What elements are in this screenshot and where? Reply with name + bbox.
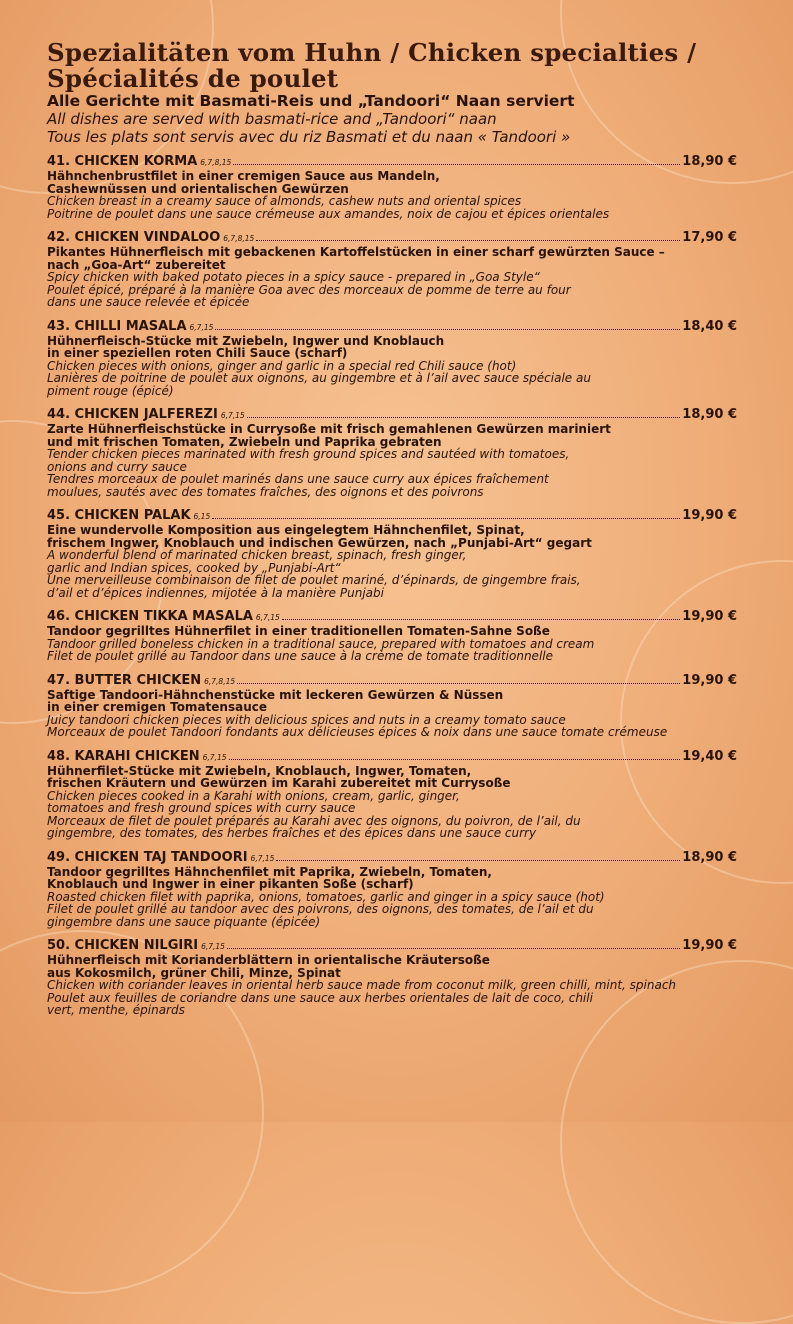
menu-item-allergens: 6,7,8,15 <box>200 158 232 167</box>
menu-item-name: 43. CHILLI MASALA <box>47 318 187 334</box>
subtitle-de: Alle Gerichte mit Basmati-Reis und „Tandoori“ Naan serviert <box>47 92 575 110</box>
menu-item <box>47 749 737 840</box>
menu-item-description-en: Tender chicken pieces marinated with fresh ground spices and sautéed with tomatoes, onions and curry sauce <box>47 447 570 474</box>
menu-item-description-en: A wonderful blend of marinated chicken breast, spinach, fresh ginger, garlic and Indian spices, cooked by „Punjabi-Art“ <box>47 548 467 575</box>
menu-item-description-fr: Morceaux de poulet Tandoori fondants aux délicieuses épices & noix dans une sauce tomate crémeuse <box>47 725 668 739</box>
menu-item-name: 45. CHICKEN PALAK <box>47 508 191 523</box>
menu-item-description-fr: Filet de poulet grillé au tandoor avec des poivrons, des oignons, des tomates, de l’ail et du gingembre dans une sauce piquante (épicée) <box>47 902 594 929</box>
menu-item-description-fr: Filet de poulet grillé au Tandoor dans une sauce à la crème de tomate traditionnelle <box>47 649 553 663</box>
menu-item-allergens: 6,7,15 <box>220 411 245 420</box>
menu-item-name: 44. CHICKEN JALFEREZI <box>47 407 218 422</box>
menu-item-price: 19,90 € <box>682 609 737 624</box>
menu-item-name: 46. CHICKEN TIKKA MASALA <box>47 609 253 624</box>
menu-item-header <box>47 319 737 335</box>
menu-item-name: 41. CHICKEN KORMA <box>47 154 198 169</box>
menu-item-description-de: Tandoor gegrilltes Hähnchenfilet mit Paprika, Zwiebeln, Tomaten, Knoblauch und Ingwer in einer pikanten Soße (scharf) <box>47 864 492 891</box>
menu-item-description-de: Hühnerfleisch mit Korianderblättern in orientalische Kräutersoße aus Kokosmilch, grüner Chili, Minze, Spinat <box>47 953 490 980</box>
menu-item-allergens: 6,7,8,15 <box>223 234 255 243</box>
subtitle-en: All dishes are served with basmati-rice and „Tandoori“ naan <box>47 110 497 128</box>
menu-item <box>47 938 737 1017</box>
menu-item-price: 18,90 € <box>682 849 737 865</box>
page-title: Spezialitäten vom Huhn / Chicken specialties / Spécialités de poulet <box>47 38 697 93</box>
menu-item-description-de: Hühnerfleisch-Stücke mit Zwiebeln, Ingwer und Knoblauch in einer speziellen roten Chili Sauce (scharf) <box>47 333 445 360</box>
menu-item-description-en: Roasted chicken filet with paprika, onions, tomatoes, garlic and ginger in a spicy sauce (hot) <box>47 889 605 904</box>
menu-item-price: 18,40 € <box>682 318 737 334</box>
menu-item-description-en: Chicken pieces with onions, ginger and garlic in a special red Chili sauce (hot) <box>47 358 517 373</box>
dot-leader <box>233 164 680 165</box>
menu-item-header <box>47 154 737 170</box>
menu-page <box>47 40 737 1027</box>
menu-item-description-fr: Morceaux de filet de poulet préparés au Karahi avec des oignons, du poivron, de l’ail, du gingembre, des tomates, des herbes fraîches et des épices dans une sauce curry <box>47 813 581 840</box>
menu-item-description-de: Zarte Hühnerfleischstücke in Currysoße mit frisch gemahlenen Gewürzen mariniert und mit frischen Tomaten, Zwiebeln und Paprika gebraten <box>47 422 611 449</box>
menu-item-description-fr: Poitrine de poulet dans une sauce crémeuse aux amandes, noix de cajou et épices orientales <box>47 206 610 221</box>
menu-item-allergens: 6,7,15 <box>201 942 225 951</box>
menu-item-header <box>47 850 737 866</box>
menu-item-allergens: 6,7,15 <box>189 322 214 332</box>
menu-item-allergens: 6,7,15 <box>250 853 275 863</box>
menu-item-header <box>47 749 737 765</box>
dot-leader <box>212 518 680 519</box>
menu-item-description-fr: Une merveilleuse combinaison de filet de poulet mariné, d’épinards, de gingembre frais, d’ail et d’épices indiennes, mijotée à la manière Punjabi <box>47 573 581 600</box>
menu-item-allergens: 6,15 <box>193 512 211 521</box>
menu-item-name: 47. BUTTER CHICKEN <box>47 672 202 688</box>
menu-item-price: 18,90 € <box>682 154 737 169</box>
menu-item-description-en: Spicy chicken with baked potato pieces in a spicy sauce - prepared in „Goa Style“ <box>47 270 540 284</box>
menu-item-description-en: Chicken pieces cooked in a Karahi with onions, cream, garlic, ginger, tomatoes and fresh ground spices with curry sauce <box>47 788 460 815</box>
menu-item <box>47 230 737 309</box>
menu-item <box>47 508 737 599</box>
dot-leader <box>215 329 680 330</box>
menu-item-price: 19,90 € <box>682 672 737 688</box>
menu-item-price: 19,90 € <box>682 938 737 953</box>
menu-item-header <box>47 508 737 524</box>
menu-item-price: 17,90 € <box>682 230 737 245</box>
menu-item <box>47 319 737 398</box>
menu-item-description-en: Tandoor grilled boneless chicken in a traditional sauce, prepared with tomatoes and cream <box>47 636 595 651</box>
menu-item-description-fr: Poulet épicé, préparé à la manière Goa avec des morceaux de pomme de terre au four dans une sauce relevée et épicée <box>47 282 571 309</box>
dot-leader <box>247 417 681 418</box>
menu-item <box>47 609 737 663</box>
dot-leader <box>227 948 680 949</box>
menu-item-description-en: Juicy tandoori chicken pieces with delicious spices and nuts in a creamy tomato sauce <box>47 712 566 727</box>
dot-leader <box>276 860 680 861</box>
menu-item-description-de: Tandoor gegrilltes Hühnerfilet in einer traditionellen Tomaten-Sahne Soße <box>47 624 550 638</box>
menu-item-name: 49. CHICKEN TAJ TANDOORI <box>47 849 248 865</box>
menu-item-description-de: Saftige Tandoori-Hähnchenstücke mit leckeren Gewürzen & Nüssen in einer cremigen Tomatensauce <box>47 687 504 714</box>
menu-item-description-de: Hähnchenbrustfilet in einer cremigen Sauce aus Mandeln, Cashewnüssen und orientalischen Gewürzen <box>47 169 440 196</box>
menu-item-price: 18,90 € <box>682 407 737 422</box>
menu-item <box>47 154 737 220</box>
menu-item-name: 42. CHICKEN VINDALOO <box>47 230 221 245</box>
menu-items <box>47 154 737 1017</box>
menu-item-name: 50. CHICKEN NILGIRI <box>47 938 199 953</box>
menu-item-description-fr: Poulet aux feuilles de coriandre dans une sauce aux herbes orientales de lait de coco, chili vert, menthe, épinards <box>47 990 593 1017</box>
menu-item-description-de: Eine wundervolle Komposition aus eingelegtem Hähnchenfilet, Spinat, frischem Ingwer, Knoblauch und indischen Gewürzen, nach „Punjabi-Art“ gegart <box>47 523 592 550</box>
dot-leader <box>237 683 680 684</box>
dot-leader <box>229 759 681 760</box>
menu-item-header <box>47 673 737 689</box>
menu-item-header <box>47 609 737 625</box>
menu-item-header <box>47 938 737 954</box>
menu-item-description-de: Hühnerfilet-Stücke mit Zwiebeln, Knoblauch, Ingwer, Tomaten, frischen Kräutern und Gewürzen im Karahi zubereitet mit Currysoße <box>47 763 511 790</box>
menu-item-allergens: 6,7,15 <box>255 613 280 622</box>
menu-item <box>47 850 737 929</box>
menu-item-price: 19,40 € <box>682 748 737 764</box>
dot-leader <box>256 240 680 241</box>
menu-item <box>47 673 737 739</box>
menu-item-header <box>47 407 737 423</box>
dot-leader <box>282 619 681 620</box>
menu-item-description-fr: Lanières de poitrine de poulet aux oignons, au gingembre et à l’ail avec sauce spéciale au piment rouge (épicé) <box>47 371 591 398</box>
menu-item-description-en: Chicken with coriander leaves in oriental herb sauce made from coconut milk, green chilli, mint, spinach <box>47 978 677 992</box>
menu-item-price: 19,90 € <box>682 508 737 523</box>
menu-item-allergens: 6,7,8,15 <box>204 676 236 686</box>
menu-item-allergens: 6,7,15 <box>202 752 227 762</box>
menu-item-name: 48. KARAHI CHICKEN <box>47 748 200 764</box>
menu-item-description-fr: Tendres morceaux de poulet marinés dans une sauce curry aux épices fraîchement moulues, sautés avec des tomates fraîches, des oignons et des poivrons <box>47 472 549 499</box>
menu-item-header <box>47 230 737 246</box>
subtitle-fr: Tous les plats sont servis avec du riz Basmati et du naan « Tandoori » <box>47 128 571 146</box>
menu-item-description-de: Pikantes Hühnerfleisch mit gebackenen Kartoffelstücken in einer scharf gewürzten Sauce – nach „Goa-Art“ zubereitet <box>47 245 665 272</box>
menu-item <box>47 407 737 498</box>
menu-item-description-en: Chicken breast in a creamy sauce of almonds, cashew nuts and oriental spices <box>47 194 522 208</box>
